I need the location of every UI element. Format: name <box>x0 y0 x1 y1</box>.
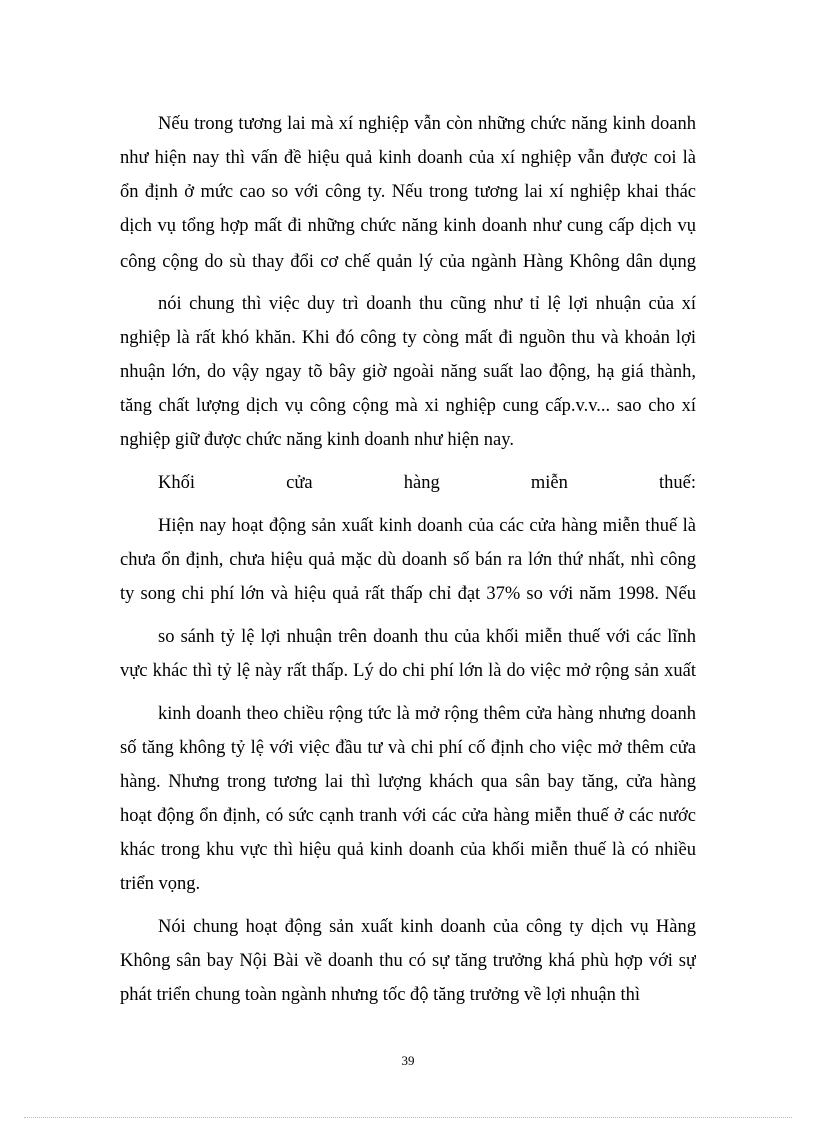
paragraph-line: kinh doanh theo chiều rộng tức là mở rộng thêm cửa hàng nhưng doanh <box>158 704 696 724</box>
paragraph-line: vực khác thì tỷ lệ này rất thấp. Lý do chi phí lớn là do việc mở rộng sản xuất <box>120 661 696 681</box>
paragraph-line: Nếu trong tương lai mà xí nghiệp vẫn còn những chức năng kinh doanh <box>158 114 696 134</box>
section-heading: Khối cửa hàng miễn thuế: <box>158 473 696 493</box>
paragraph-line: công cộng do sù thay đổi cơ chế quản lý của ngành Hàng Không dân dụng <box>120 252 696 272</box>
paragraph-line-last: triển vọng. <box>120 874 201 894</box>
paragraph-line: dịch vụ tổng hợp mất đi những chức năng kinh doanh như cung cấp dịch vụ <box>120 216 696 236</box>
paragraph-line: nhuận lớn, do vậy ngay tõ bây giờ ngoài năng suất lao động, hạ giá thành, <box>120 362 696 382</box>
paragraph-line-last: nghiệp giữ được chức năng kinh doanh như hiện nay. <box>120 430 514 450</box>
paragraph-line: hàng. Nhưng trong tương lai thì lượng khách qua sân bay tăng, cửa hàng <box>120 772 696 792</box>
paragraph-line: hoạt động ổn định, có sức cạnh tranh với các cửa hàng miễn thuế ở các nước <box>120 806 696 826</box>
paragraph-line-last: phát triển chung toàn ngành nhưng tốc độ tăng trưởng về lợi nhuận thì <box>120 985 641 1005</box>
paragraph-line: Nói chung hoạt động sản xuất kinh doanh của công ty dịch vụ Hàng <box>158 917 696 937</box>
paragraph-line: như hiện nay thì vấn đề hiệu quả kinh doanh của xí nghiệp vẫn được coi là <box>120 148 696 168</box>
paragraph-line: khác trong khu vực thì hiệu quả kinh doanh của khối miễn thuế là có nhiều <box>120 840 696 860</box>
paragraph-line: Hiện nay hoạt động sản xuất kinh doanh của các cửa hàng miễn thuế là <box>158 516 696 536</box>
paragraph-line: tăng chất lượng dịch vụ công cộng mà xi nghiệp cung cấp.v.v... sao cho xí <box>120 396 696 416</box>
paragraph-line: nói chung thì việc duy trì doanh thu cũng như tỉ lệ lợi nhuận của xí <box>158 294 696 314</box>
paragraph-line: ổn định ở mức cao so với công ty. Nếu trong tương lai xí nghiệp khai thác <box>120 182 696 202</box>
paragraph-line: ty song chi phí lớn và hiệu quả rất thấp chỉ đạt 37% so với năm 1998. Nếu <box>120 584 696 604</box>
paragraph-line: chưa ổn định, chưa hiệu quả mặc dù doanh số bán ra lớn thứ nhất, nhì công <box>120 550 696 570</box>
page-bottom-divider <box>24 1117 792 1118</box>
paragraph-line: so sánh tỷ lệ lợi nhuận trên doanh thu của khối miễn thuế với các lĩnh <box>158 627 696 647</box>
page-number: 39 <box>401 1053 415 1068</box>
paragraph-line: nghiệp là rất khó khăn. Khi đó công ty còng mất đi nguồn thu và khoản lợi <box>120 328 696 348</box>
paragraph-line: số tăng không tỷ lệ với việc đầu tư và chi phí cố định cho việc mở thêm cửa <box>120 738 696 758</box>
paragraph-line: Không sân bay Nội Bài về doanh thu có sự tăng trưởng khá phù hợp với sự <box>120 951 696 971</box>
